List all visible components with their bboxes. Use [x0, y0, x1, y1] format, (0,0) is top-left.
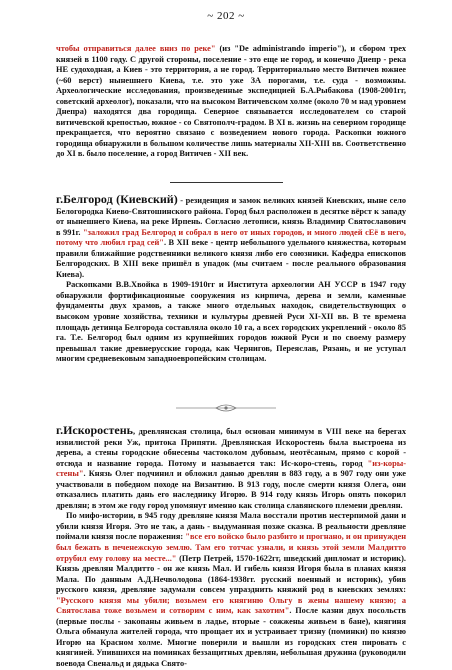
paragraph [56, 511, 406, 669]
red-quote: "все его войско было разбито и прогнано, и он принужден был бежать в печенежскую землю. Там его тотчас узнали, и князь этой земли Малдитто отрубил ему голову на месте..." [56, 532, 406, 563]
red-quote: "из-коры-стены" [56, 458, 406, 479]
paragraph-text: , древлянская столица, был основан минимум в VIII веке на берегах извилистой реки Уж, притока Припяти. Древлянская Искоростень была выстроена из дерева, а стены городские обнесены частоколом дубовым, неотёсаным, прямо с корой - отсюда и название города. Потому и называется так: Ис-коро-стень, город [56, 427, 406, 468]
ornament-divider [176, 401, 276, 415]
paragraph-text: . Князь Олег подчинил и обложил данью древлян в 883 году, а в 907 году они уже участвовали в победном походе на Византию. В 913 году, после смерти князя Олега, они отказались платить дань его наследнику Игорю. В 914 году князь Игорь опять покорил древлян; в этом же году город упомянут именно как столица славянского племени древлян. [56, 469, 406, 510]
red-quote: "Русского князя мы убили; возьмем его княгиню Ольгу в жены нашему князю; а Святослава тоже возьмем и сотворим с ним, как захотим" [56, 595, 406, 616]
paragraph-text: - резиденция и замок великих князей Киевских, ныне село Белогородка Киево-Святошинского района. Город был расположен в десятке вёрст к западу от нынешнего Киева, на реке Ирпень. Согласно летописи, князь Владимир Святославович в 991г. [56, 196, 407, 237]
section-vitichev [56, 44, 406, 160]
paragraph-text: (Петр Петрей, 1570-1622гг, шведский дипломат и историк). Князь древлян Малдитто - он же князь Мал. И гибель князя Игоря была в планах князя Мала. По данным А.Д.Нечволодова (1864-1938гг. русский военный и историк), убив русского князя, древляне задумали совсем упразднить княжий род в киевских землях: [56, 553, 406, 595]
paragraph-text: . После казни двух посольств (первые послы - закопаны живьем в ладье, вторые - сожжены живьем в бане), княгиня Ольга обманула жителей города, что прощает их и устраивает тризну (поминки) по князю Игорю на Красном холме. Многие поверили и вышли из городских стен пировать с княгиней. Упившихся на поминках беззащитных древлян, небольшая дружина (руководили воевода Свенальд и дядька Свято- [56, 606, 406, 669]
section-iskorosten [56, 425, 406, 670]
section-belgorod [56, 194, 406, 365]
paragraph [56, 425, 406, 511]
red-quote: чтобы отправиться далее вниз по реке" [56, 44, 216, 53]
page-number: ~ 202 ~ [207, 10, 245, 22]
section-title: г.Искоростень [56, 423, 133, 437]
red-quote: "заложил град Белгород и собрал в него от иных городов, и много людей сЕё в него, потому что любил град сей" [56, 227, 406, 248]
paragraph: Раскопками В.В.Хвойка в 1909-1910гг и Института археологии АН УССР в 1947 году обнаружили фортификационные сооружения из кирпича, дерева и земли, каменные фундаменты двух храмов, а также много отдельных находок, свидетельствующих о высоком уровне хозяйства, техники и культуры древней Руси XI-XII вв. В те времена площадь детинца Белгорода составляла около 10 га, а всех городских укреплений - около 85 га. Т.е. Белгород был одним из крупнейших городов южной Руси и по своему размеру превышал такие древнерусские города, как Чернигов, Переяслав, Рязань, и не уступал многим средневековым западноевропейским столицам. [56, 280, 406, 364]
separator-line [170, 182, 283, 183]
paragraph [56, 194, 406, 280]
paragraph [56, 44, 406, 160]
paragraph-text: . В XII веке - центр небольшого удельного княжества, которым правили ближайшие родственники великого князя либо его союзники. Кафедра епископов Белгородских. В XIII веке пришёл в упадок (мы считаем - после реального образования Киева). [56, 238, 406, 279]
paragraph-text: (из "De administrando imperio"), и сбором трех князей в 1100 году. С другой стороны, поселение - это еще не город, и конечно Днепр - река НЕ судоходная, а Киев - это территория, а не город. Территориально место Витичев южнее (~60 верст) нынешнего Киева, т.е. это уже ЗА порогами, т.е. суда - возможны. Археологические исследования, произведенные экспедицией Б.А.Рыбакова (1908-2001гг, советский археолог), показали, что на высоком Витичевском холме (около 70 м над уровнем Днепра) находятся два городища. Северное связывается исследователем со старой витичевской крепостью, южное - со Святополч-градом. В XI в. жизнь на северном городище прекращается, что вероятно связано с возведением нового города. Раскопки южного городища обнаружили в большом количестве лишь материалы XII-XIII вв. Соответственно до XI в. было поселение, а город Витичев - XII век. [56, 44, 406, 159]
section-title: г.Белгород (Киевский) [56, 192, 178, 206]
paragraph-text: По мифо-истории, в 945 году древляне князя Мала восстали против нестерпимой дани и убили князя Игоря. Это не так, а дань - выдуманная позже сказка. В реальности древляне поймали князя после поражения: [56, 511, 406, 542]
